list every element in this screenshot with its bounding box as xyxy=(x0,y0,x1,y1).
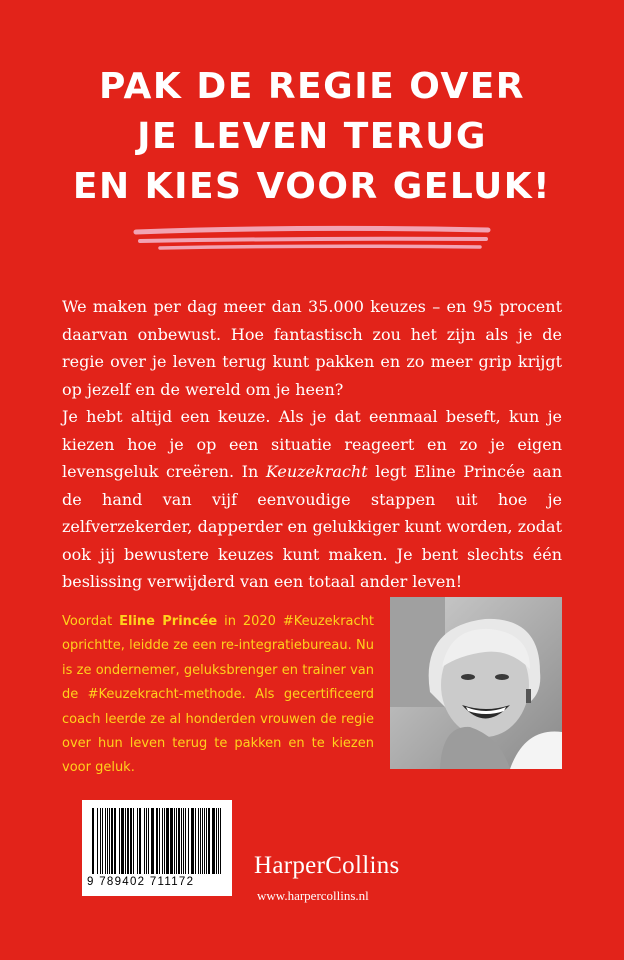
brush-underline xyxy=(0,222,624,262)
barcode-bar xyxy=(195,808,196,874)
barcode-bar xyxy=(139,808,141,874)
barcode-icon xyxy=(82,800,232,880)
author-portrait-icon xyxy=(390,597,562,769)
barcode-bar xyxy=(125,808,126,874)
barcode-bar xyxy=(100,808,101,874)
barcode xyxy=(82,800,232,896)
barcode-bar xyxy=(220,808,221,874)
barcode-bar xyxy=(181,808,182,874)
barcode-bar xyxy=(191,808,194,874)
barcode-bar xyxy=(97,808,98,874)
barcode-bar xyxy=(176,808,177,874)
headline-line-2: JE LEVEN TERUG xyxy=(137,116,487,157)
barcode-bar xyxy=(170,808,173,874)
barcode-bar xyxy=(119,808,120,874)
author-name: Eline Princée xyxy=(119,614,218,629)
barcode-bar xyxy=(200,808,201,874)
description-text-after: legt Eline Princée aan de hand van vijf eenvoudige stappen uit hoe je zelfverzekerder, dapperder en gelukkiger kunt worden, zodat ook jij bewustere keuzes kunt maken. Je bent slechts één beslissing verwijderd van een totaal ander leven! xyxy=(62,462,563,591)
description-text-before: Je hebt altijd een keuze. Als je dat eenmaal beseft, kun je kiezen hoe je op een situatie reageert en zo je eigen levensgeluk creëren. In xyxy=(62,407,562,481)
barcode-bar xyxy=(114,808,116,874)
barcode-bar xyxy=(109,808,110,874)
barcode-bar xyxy=(133,808,134,874)
barcode-bar xyxy=(156,808,158,874)
barcode-bar xyxy=(202,808,203,874)
barcode-bar xyxy=(174,808,175,874)
barcode-bar xyxy=(107,808,108,874)
intro-paragraph: We maken per dag meer dan 35.000 keuzes – en 95 procent daarvan onbewust. Hoe fantastisch zou het zijn als je de regie over je leven terug kunt pakken en zo meer grip krijgt op jezelf en de wereld om je heen? xyxy=(62,297,562,399)
barcode-bar xyxy=(204,808,205,874)
barcode-bar xyxy=(188,808,189,874)
barcode-bar xyxy=(212,808,215,874)
author-bio xyxy=(62,610,374,781)
barcode-bar xyxy=(127,808,129,874)
bio-text-before: Voordat xyxy=(62,614,120,629)
barcode-bar xyxy=(137,808,138,874)
barcode-bar xyxy=(218,808,219,874)
headline-line-1: PAK DE REGIE OVER xyxy=(98,66,526,107)
barcode-bar xyxy=(208,808,210,874)
barcode-bar xyxy=(151,808,154,874)
barcode-bar xyxy=(148,808,149,874)
barcode-bar xyxy=(198,808,199,874)
barcode-bar xyxy=(130,808,132,874)
barcode-bar xyxy=(105,808,106,874)
barcode-bar xyxy=(162,808,163,874)
description-paragraph xyxy=(62,403,562,596)
barcode-bar xyxy=(206,808,207,874)
publisher-logo: HarperCollins xyxy=(254,852,400,879)
barcode-bar xyxy=(216,808,217,874)
barcode-bar xyxy=(178,808,180,874)
barcode-bar xyxy=(164,808,165,874)
barcode-bar xyxy=(146,808,147,874)
isbn-digits: 9 789402 711172 xyxy=(87,876,195,888)
barcode-bar xyxy=(183,808,184,874)
headline-line-3: EN KIES VOOR GELUK! xyxy=(72,166,552,207)
publisher-website: www.harpercollins.nl xyxy=(257,888,369,903)
author-photo xyxy=(390,597,562,769)
barcode-bar xyxy=(185,808,186,874)
book-title: Keuzekracht xyxy=(265,462,368,481)
barcode-bar xyxy=(144,808,145,874)
barcode-bar xyxy=(102,808,103,874)
barcode-bar xyxy=(166,808,169,874)
barcode-bar xyxy=(92,808,94,874)
barcode-bar xyxy=(111,808,113,874)
headline xyxy=(0,62,624,212)
barcode-bar xyxy=(159,808,160,874)
barcode-bar xyxy=(121,808,124,874)
bio-text-after: in 2020 #Keuzekracht oprichtte, leidde ze een re-integratiebureau. Nu is ze ondernemer, geluksbrenger en trainer van de #Keuzekracht-methode. Als gecertificeerd coach leerde ze al honderden vrouwen de regie over hun leven terug te pakken en te kiezen voor geluk. xyxy=(62,614,374,776)
